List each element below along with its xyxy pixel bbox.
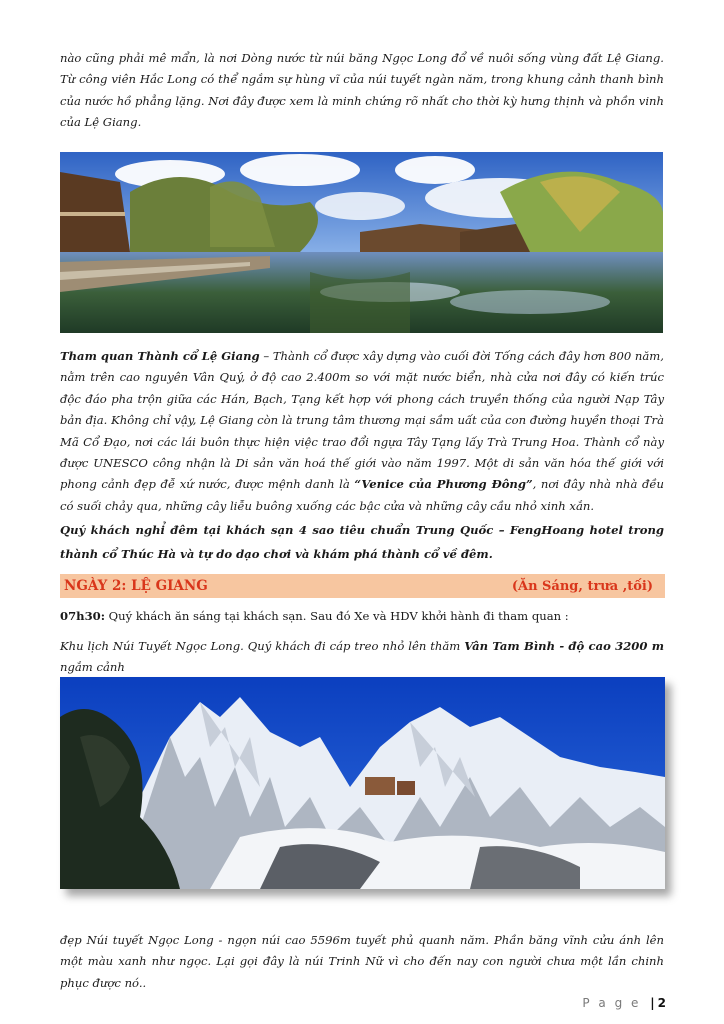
intro-paragraph [60, 48, 664, 134]
breakfast-text: Quý khách ăn sáng tại khách sạn. Sau đó Xe và HDV khởi hành đi tham quan : [104, 609, 569, 623]
page-number: 2 [657, 996, 666, 1010]
breakfast-paragraph [60, 606, 664, 627]
old-town-lead: Tham quan Thành cổ Lệ Giang [60, 349, 260, 363]
overnight-text: Quý khách nghỉ đêm tại khách sạn 4 sao tiêu chuẩn Trung Quốc – FengHoang hotel trong thành cổ Thúc Hà và tự do dạo chơi và khám phá thành cổ về đêm. [60, 523, 664, 561]
old-town-body-2: , nơi đây nhà nhà đều có suối chảy qua, những cây liễu buông xuống các bậc cửa và những cây cầu nhỏ xinh xắn. [60, 477, 665, 513]
page-label: P a g e [582, 996, 641, 1010]
old-town-paragraph [60, 346, 664, 517]
old-town-body-1: – Thành cổ được xây dựng vào cuối đời Tống cách đây hơn 800 năm, nằm trên cao nguyên Vân Quý, ở độ cao 2.400m so với mặt nước biển, nhà cửa nơi đây có kiến trúc độc đáo pha trộn giữa các Hán, Bạch, Tạng kết hợp với phong cách truyền thống của người Nạp Tây bản địa. Không chỉ vậy, Lệ Giang còn là trung tâm thương mại sầm uất của con đường huyền thoại Trà Mã Cổ Đạo, nơi các lái buôn thực hiện việc trao đổi ngựa Tây Tạng lấy Trà Trung Hoa. Thành cổ này được UNESCO công nhận là Di sản văn hoá thế giới vào năm 1997. Một di sản văn hóa thế giới với phong cảnh đẹp đễ xứ nước, được mệnh danh là [60, 349, 664, 492]
page-separator: | [650, 996, 655, 1010]
snow-mountain-highlight: Vân Tam Bình - độ cao 3200 m [464, 639, 664, 653]
closing-paragraph [60, 930, 664, 994]
day-2-header [60, 574, 665, 598]
intro-text: nào cũng phải mê mẩn, là nơi Dòng nước từ núi băng Ngọc Long đổ về nuôi sống vùng đất Lệ Giang. Từ công viên Hắc Long có thể ngắm sự hùng vĩ của núi tuyết ngàn năm, trong khung cảnh thanh bình của nước hồ phẳng lặng. Nơi đây được xem là minh chứng rõ nhất cho thời kỳ hưng thịnh và phồn vinh của Lệ Giang. [60, 51, 664, 130]
snow-mountain-tail: ngắm cảnh [60, 660, 125, 675]
snow-mountain-paragraph [60, 636, 664, 679]
day-2-meals: (Ăn Sáng, trưa ,tối) [511, 578, 653, 594]
snow-mountain-intro: Khu lịch Núi Tuyết Ngọc Long. Quý khách đi cáp treo nhỏ lên thăm [60, 639, 465, 653]
venice-highlight: “Venice của Phương Đông” [354, 477, 533, 492]
snow-mountain-photo [60, 677, 665, 889]
page-footer [582, 996, 666, 1010]
old-town-photo [60, 152, 663, 333]
breakfast-time: 07h30: [60, 609, 105, 623]
closing-text: đẹp Núi tuyết Ngọc Long - ngọn núi cao 5596m tuyết phủ quanh năm. Phần băng vĩnh cửu ánh lên một màu xanh như ngọc. Lại gọi đây là núi Trinh Nữ vì cho đến nay con người chưa một lần chinh phục được nó.. [60, 933, 664, 990]
overnight-paragraph [60, 518, 664, 566]
day-2-title: NGÀY 2: LỆ GIANG [64, 578, 208, 594]
